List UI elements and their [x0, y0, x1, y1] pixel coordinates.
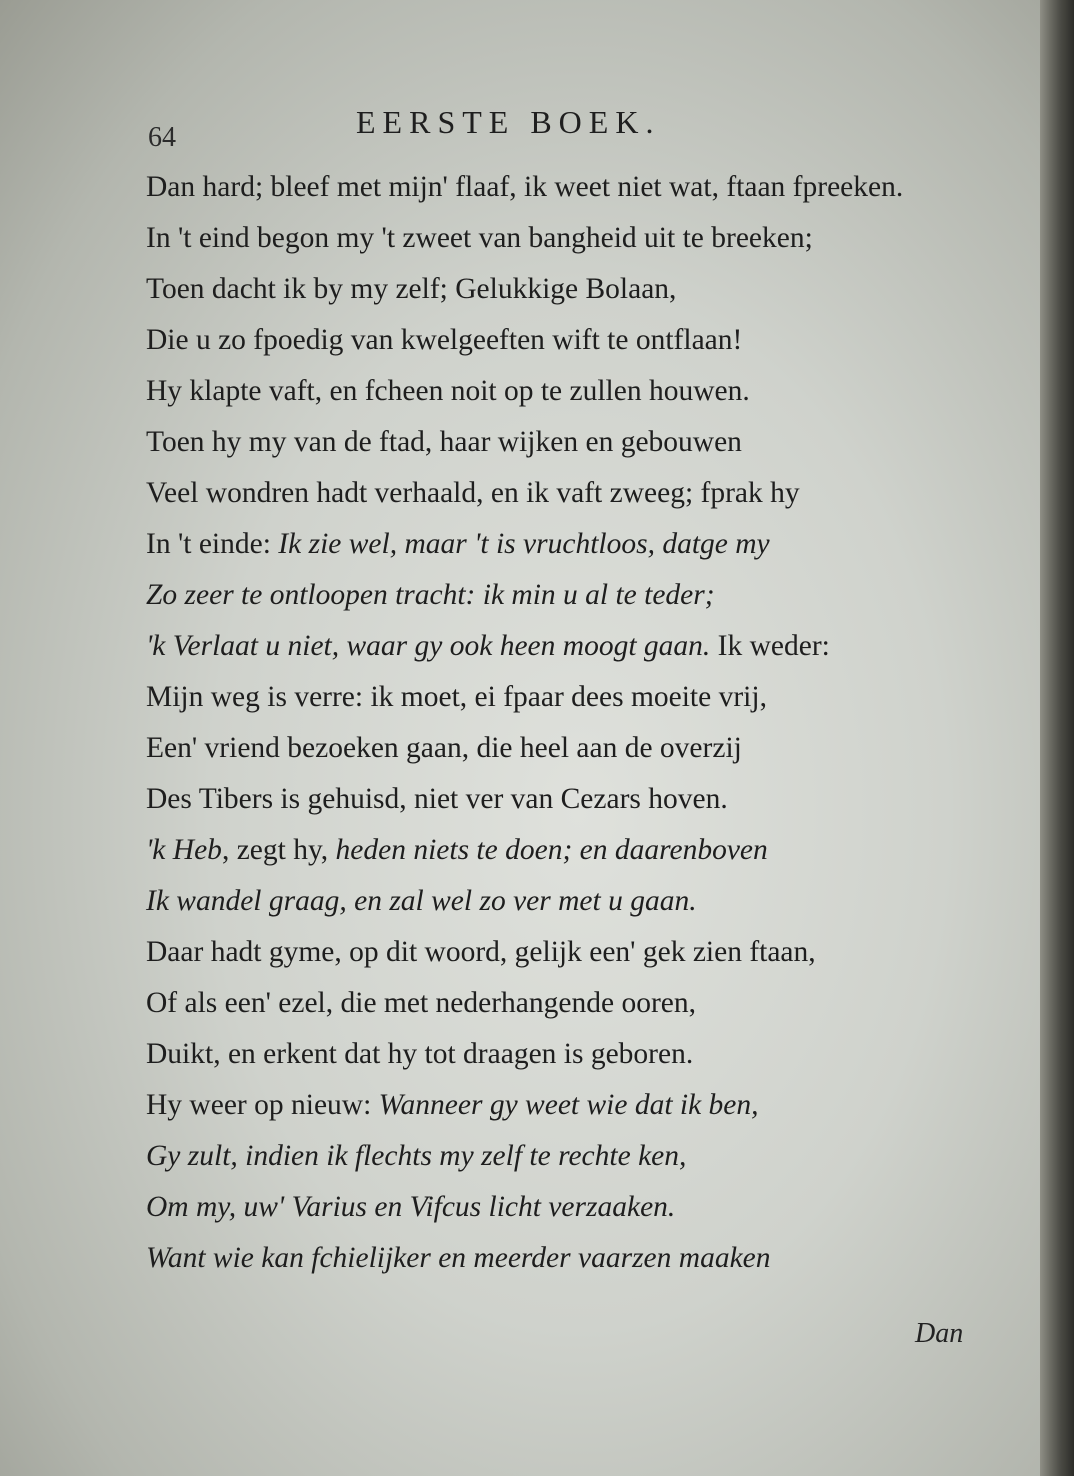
- text-segment: Daar hadt gyme, op dit woord, gelijk een' gek zien ftaan,: [146, 936, 816, 968]
- italic-segment: Gy zult, indien ik flechts my zelf te rechte ken,: [146, 1140, 687, 1172]
- verse-line: [146, 723, 1006, 774]
- italic-segment: Want wie kan fchielijker en meerder vaarzen maaken: [146, 1242, 771, 1274]
- running-head: EERSTE BOEK.: [356, 104, 661, 140]
- verse-text: [146, 162, 1006, 1284]
- text-segment: Hy klapte vaft, en fcheen noit op te zullen houwen.: [146, 375, 750, 407]
- text-segment: Of als een' ezel, die met nederhangende ooren,: [146, 987, 696, 1019]
- verse-line: [146, 876, 1006, 927]
- verse-line: [146, 1029, 1006, 1080]
- verse-line: [146, 672, 1006, 723]
- text-segment: Toen hy my van de ftad, haar wijken en gebouwen: [146, 426, 742, 458]
- text-segment: In 't eind begon my 't zweet van bangheid uit te breeken;: [146, 222, 813, 254]
- italic-segment: Ik wandel graag, en zal wel zo ver met u gaan.: [146, 885, 697, 917]
- text-segment: Mijn weg is verre: ik moet, ei fpaar dees moeite vrij,: [146, 681, 767, 713]
- verse-line: [146, 519, 1006, 570]
- verse-line: [146, 468, 1006, 519]
- verse-line: [146, 825, 1006, 876]
- text-segment: Een' vriend bezoeken gaan, die heel aan de overzij: [146, 732, 742, 764]
- italic-segment: Zo zeer te ontloopen tracht: ik min u al te teder;: [146, 579, 715, 611]
- text-segment: In 't einde:: [146, 528, 279, 560]
- verse-line: [146, 1233, 1006, 1284]
- verse-line: [146, 978, 1006, 1029]
- verse-line: [146, 366, 1006, 417]
- verse-line: [146, 315, 1006, 366]
- page-number: 64: [148, 122, 176, 153]
- italic-segment: 'k Heb: [146, 834, 222, 866]
- italic-segment: Ik zie wel, maar 't is vruchtloos, datge my: [278, 528, 770, 560]
- verse-line: [146, 417, 1006, 468]
- text-segment: Des Tibers is gehuisd, niet ver van Cezars hoven.: [146, 783, 728, 815]
- text-segment: Hy weer op nieuw:: [146, 1089, 379, 1121]
- verse-line: [146, 774, 1006, 825]
- verse-line: [146, 1182, 1006, 1233]
- catchword: Dan: [915, 1318, 964, 1349]
- verse-line: [146, 570, 1006, 621]
- text-segment: , zegt hy,: [221, 834, 336, 866]
- verse-line: [146, 1080, 1006, 1131]
- verse-line: [146, 162, 1006, 213]
- verse-line: [146, 621, 1006, 672]
- italic-segment: 'k Verlaat u niet, waar gy ook heen moogt gaan.: [146, 630, 711, 662]
- text-segment: Duikt, en erkent dat hy tot draagen is geboren.: [146, 1038, 694, 1070]
- text-segment: Veel wondren hadt verhaald, en ik vaft zweeg; fprak hy: [146, 477, 800, 509]
- italic-segment: Wanneer gy weet wie dat ik ben,: [378, 1089, 759, 1121]
- italic-segment: Om my, uw' Varius en Vifcus licht verzaaken.: [146, 1191, 676, 1223]
- verse-line: [146, 927, 1006, 978]
- text-segment: Die u zo fpoedig van kwelgeeften wift te ontflaan!: [146, 324, 743, 356]
- verse-line: [146, 213, 1006, 264]
- italic-segment: heden niets te doen; en daarenboven: [335, 834, 768, 866]
- page-header: [148, 104, 978, 153]
- text-segment: Dan hard; bleef met mijn' flaaf, ik weet niet wat, ftaan fpreeken.: [146, 171, 904, 203]
- text-segment: Toen dacht ik by my zelf; Gelukkige Bolaan,: [146, 273, 677, 305]
- text-segment: Ik weder:: [710, 630, 830, 662]
- verse-line: [146, 1131, 1006, 1182]
- book-gutter-edge: [1040, 0, 1074, 1476]
- verse-line: [146, 264, 1006, 315]
